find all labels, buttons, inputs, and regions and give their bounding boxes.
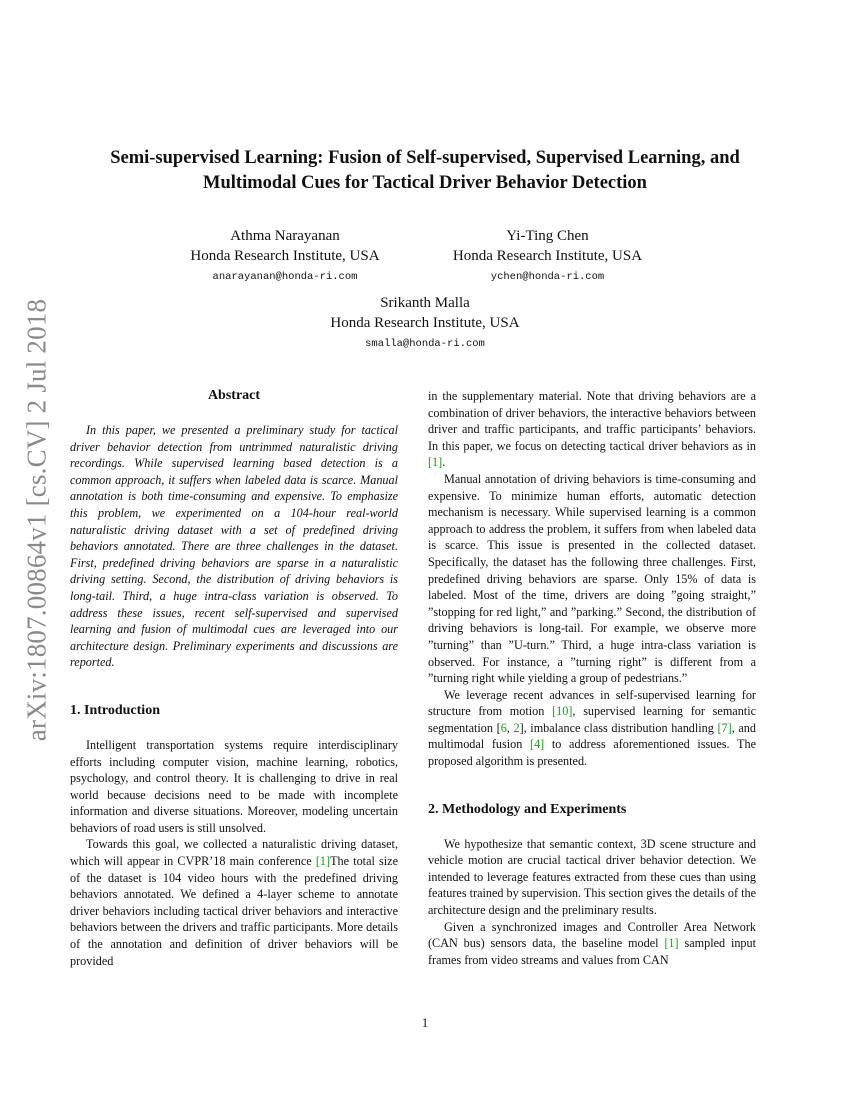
citation-link[interactable]: [1] — [428, 455, 443, 470]
author-block — [155, 226, 415, 288]
author-email: anarayanan@honda-ri.com — [212, 271, 358, 283]
author-affiliation: Honda Research Institute, USA — [330, 315, 520, 331]
paragraph-text: We leverage recent advances in self-supervised learning for structure from motion — [428, 687, 756, 719]
paragraph-text: The total size of the dataset is 104 video hours with the predefined driving behaviors annotated. We defined a 4-layer scheme to annotate driver behaviors including tactical driver behaviors and interactive behaviors between the drivers and traffic participants. More details of the annotation and definition of driver behaviors will be provided — [70, 854, 398, 968]
paragraph-text: ], imbalance class distribution handling — [519, 720, 718, 735]
right-column — [428, 388, 756, 968]
author-affiliation: Honda Research Institute, USA — [452, 248, 643, 264]
paper-title — [0, 146, 850, 196]
abstract-heading: Abstract — [207, 388, 261, 403]
section-heading-introduction: 1. Introduction — [70, 702, 160, 718]
abstract-text: In this paper, we presented a preliminary study for tactical driver behavior detection from untrimmed naturalistic driving recordings. While supervised learning based detection is a common approach, it suffers when labeled data is scarce. Manual annotation is both time-consuming and expensive. To emphasize this problem, we experimented on a 104-hour real-world naturalistic driving dataset with a set of predefined driving behaviors annotated. There are three challenges in the dataset. First, predefined driving behaviors are sparse in a naturalistic driving setting. Second, the distribution of driving behaviors is long-tail. Third, a huge intra-class variation is observed. To address these issues, recent self-supervised and supervised learning and fusion of multimodal cues are leveraged into our architecture design. Preliminary experiments and discussions are reported. — [70, 423, 398, 670]
section-heading-methodology: 2. Methodology and Experiments — [428, 801, 627, 817]
citation-link[interactable]: [4] — [530, 737, 545, 752]
paragraph-text: , and multimodal fusion — [428, 720, 756, 752]
title-line-1: Semi-supervised Learning: Fusion of Self-supervised, Supervised Learning, and — [110, 148, 740, 168]
author-affiliation: Honda Research Institute, USA — [190, 248, 380, 264]
paragraph-text: Towards this goal, we collected a naturalistic driving dataset, which will appear in CVPR’18 main conference — [70, 837, 398, 869]
citation-link[interactable]: [1] — [664, 936, 679, 951]
citation-link[interactable]: 6 — [500, 720, 507, 735]
paragraph-text: , supervised learning for semantic segmentation [ — [428, 704, 756, 735]
author-block — [425, 226, 670, 288]
author-email: ychen@honda-ri.com — [490, 271, 605, 283]
citation-link[interactable]: 2 — [513, 720, 520, 735]
citation-link[interactable]: [10] — [552, 704, 573, 719]
citation-link[interactable]: [7] — [717, 720, 732, 735]
paragraph-text: in the supplementary material. Note that driving behaviors are a combination of driver behaviors, the interactive behaviors between driver and traffic participants, and traffic participants’ behaviors. In this paper, we focus on detecting tactical driver behaviors as in — [428, 389, 756, 453]
intro-paragraph-2 — [70, 836, 398, 969]
intro-paragraph-3: Manual annotation of driving behaviors is time-consuming and expensive. To minimize human efforts, automatic detection mechanism is necessary. While supervised learning is a common approach to address the problem, it suffers from when labeled data is scarce. This issue is presented in the collected dataset. Specifically, the dataset has the following three challenges. First, predefined driving behaviors are sparse. Only 15% of data is labeled. Most of the time, drivers are doing ”going straight,” ”stopping for red light,” and ”parking.” Second, the distribution of driving behaviors is long-tail. For example, we observe more ”turning” than ”U-turn.” Third, a huge intra-class variation is observed. For instance, a ”turning right” is different from a ”turning right while yielding a group of pedestrians.” — [428, 471, 756, 686]
paragraph-text: to address aforementioned issues. The proposed algorithm is presented. — [428, 737, 756, 769]
paragraph-text: , — [506, 720, 514, 735]
author-name: Athma Narayanan — [230, 228, 340, 244]
intro-paragraph-continued — [428, 388, 756, 471]
intro-paragraph-4 — [428, 687, 756, 770]
page-number: 1 — [421, 1016, 429, 1030]
title-line-2: Multimodal Cues for Tactical Driver Behavior Detection — [203, 173, 647, 193]
paragraph-text: . — [442, 455, 446, 470]
methodology-paragraph-2 — [428, 919, 756, 969]
author-email: smalla@honda-ri.com — [365, 338, 485, 350]
methodology-paragraph-1: We hypothesize that semantic context, 3D scene structure and vehicle motion are crucial tactical driver behavior detection. We intended to leverage features extracted from these cues than using features trained by supervision. This section gives the details of the architecture design and the preliminary results. — [428, 836, 756, 918]
paragraph-text: sampled input frames from video streams and values from CAN — [428, 936, 756, 967]
left-column — [70, 386, 398, 969]
arxiv-id-text: arXiv:1807.00864v1 [cs.CV] 2 Jul 2018 — [21, 298, 52, 742]
intro-paragraph-1: Intelligent transportation systems require interdisciplinary efforts including computer vision, machine learning, robotics, psychology, and control theory. It is challenging to drive in real world because decisions need to be made with incomplete information and diverse situations. Moreover, modeling uncertain behaviors of road users is still unsolved. — [70, 737, 398, 835]
author-block — [280, 293, 570, 355]
author-name: Srikanth Malla — [380, 295, 470, 311]
author-name: Yi-Ting Chen — [506, 228, 589, 244]
citation-link[interactable]: [1] — [315, 854, 331, 869]
paragraph-text: Given a synchronized images and Controller Area Network (CAN bus) sensors data, the baseline model — [428, 919, 756, 951]
